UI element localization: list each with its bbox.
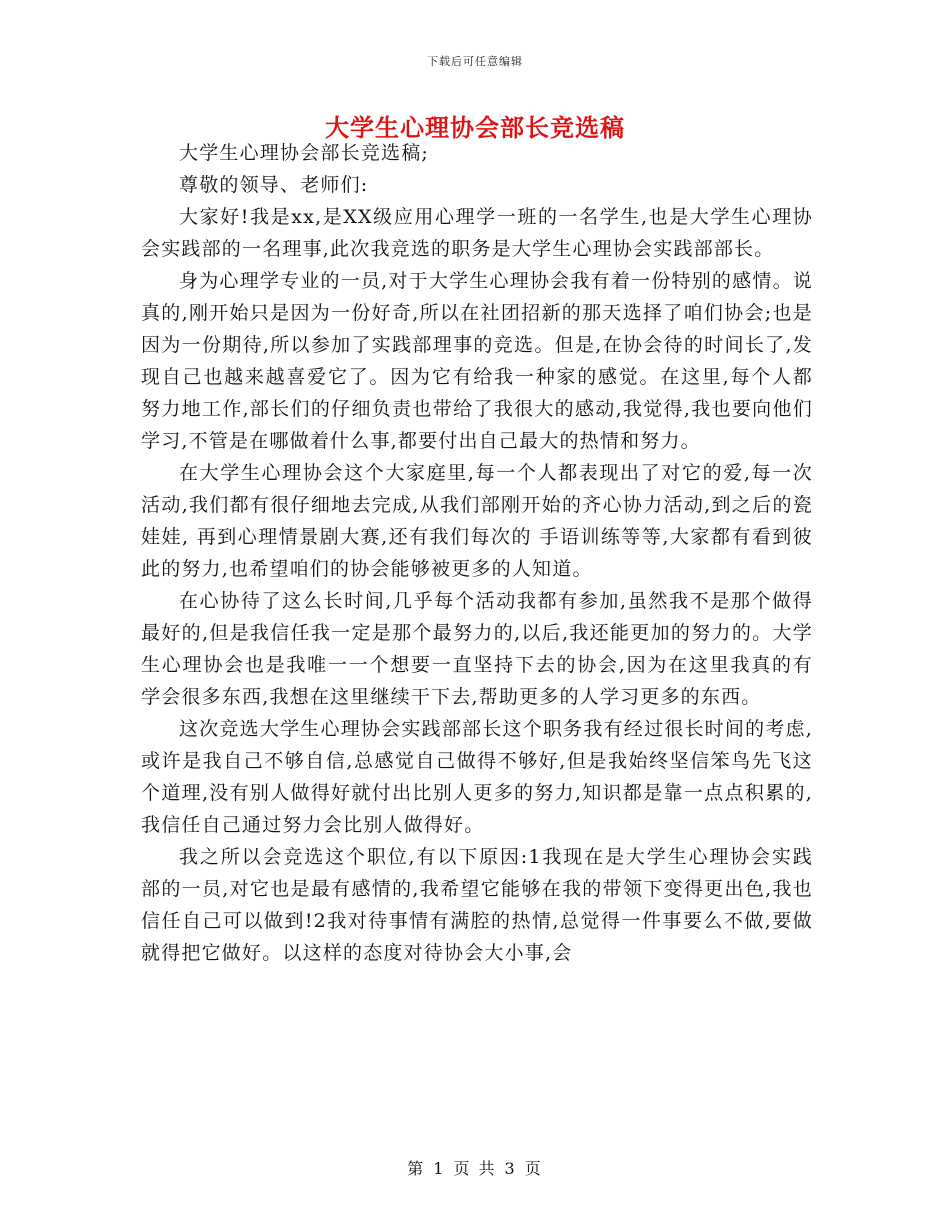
- paragraph: 大学生心理协会部长竞选稿;: [179, 142, 430, 164]
- paragraph: 我之所以会竞选这个职位,有以下原因:1我现在是大学生心理协会实践部的一员,对它也是最有感情的,我希望它能够在我的带领下变得更出色,我也信任自己可以做到!2我对待事情有满腔的热情,总觉得一件事要么不做,要做就得把它做好。以这样的态度对待协会大小事,会: [141, 846, 813, 964]
- document-title: 大学生心理协会部长竞选稿: [325, 113, 625, 142]
- page-number: 1: [433, 1159, 446, 1178]
- paragraph: 在大学生心理协会这个大家庭里,每一个人都表现出了对它的爱,每一次活动,我们都有很仔细地去完成,从我们部刚开始的齐心协力活动,到之后的瓷娃娃, 再到心理情景剧大赛,还有我们每次的 手语训练等等,大家都有看到彼此的努力,也希望咱们的协会能够被更多的人知道。: [141, 462, 813, 580]
- header-note: 下载后可任意编辑: [427, 55, 523, 68]
- paragraph: 身为心理学专业的一员,对于大学生心理协会我有着一份特别的感情。说真的,刚开始只是因为一份好奇,所以在社团招新的那天选择了咱们协会;也是因为一份期待,所以参加了实践部理事的竞选。但是,在协会待的时间长了,发现自己也越来越喜爱它了。因为它有给我一种家的感觉。在这里,每个人都努力地工作,部长们的仔细负责也带给了我很大的感动,我觉得,我也要向他们学习,不管是在哪做着什么事,都要付出自己最大的热情和努力。: [141, 270, 813, 452]
- footer-middle: 页 共: [453, 1159, 497, 1178]
- footer-prefix: 第: [407, 1159, 426, 1178]
- paragraph: 尊敬的领导、老师们:: [179, 174, 369, 196]
- paragraph: 这次竞选大学生心理协会实践部部长这个职务我有经过很长时间的考虑,或许是我自己不够自信,总感觉自己做得不够好,但是我始终坚信笨鸟先飞这个道理,没有别人做得好就付出比别人更多的努力,知识都是靠一点点积累的,我信任自己通过努力会比别人做得好。: [141, 718, 813, 836]
- document-body: [141, 137, 813, 969]
- paragraph: 在心协待了这么长时间,几乎每个活动我都有参加,虽然我不是那个做得最好的,但是我信任我一定是那个最努力的,以后,我还能更加的努力的。大学生心理协会也是我唯一一个想要一直坚持下去的协会,因为在这里我真的有学会很多东西,我想在这里继续干下去,帮助更多的人学习更多的东西。: [141, 590, 813, 708]
- total-pages: 3: [504, 1159, 517, 1178]
- paragraph: 大家好!我是xx,是XX级应用心理学一班的一名学生,也是大学生心理协会实践部的一名理事,此次我竞选的职务是大学生心理协会实践部部长。: [141, 206, 813, 260]
- footer-suffix: 页: [524, 1159, 543, 1178]
- page-footer: [0, 1156, 950, 1179]
